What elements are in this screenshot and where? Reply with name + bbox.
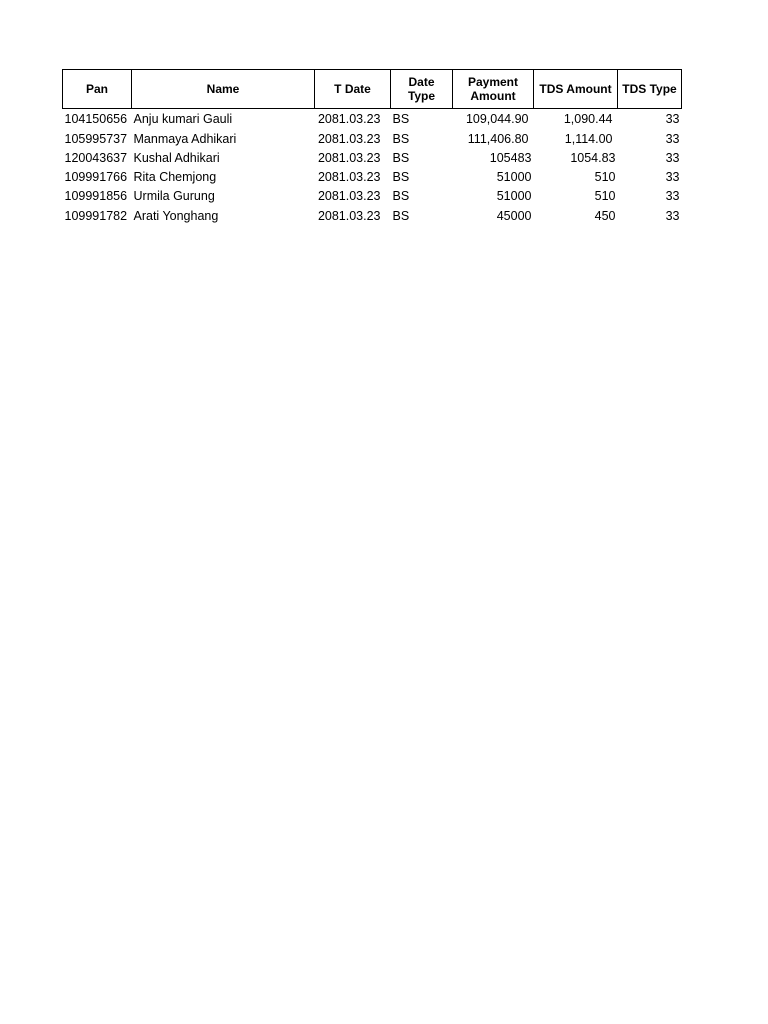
cell-t-date: 2081.03.23 bbox=[317, 170, 381, 185]
table-body bbox=[63, 109, 682, 225]
cell-pan: 109991782 bbox=[64, 208, 128, 223]
table-row bbox=[63, 186, 682, 205]
table-row bbox=[63, 205, 682, 224]
cell-date-type: BS bbox=[392, 150, 410, 165]
cell-tds-type: 33 bbox=[665, 170, 680, 185]
cell-date-type: BS bbox=[392, 189, 410, 204]
cell-name: Arati Yonghang bbox=[133, 208, 219, 223]
cell-name: Anju kumari Gauli bbox=[133, 112, 233, 127]
cell-t-date: 2081.03.23 bbox=[317, 150, 381, 165]
table-row bbox=[63, 128, 682, 147]
table-row bbox=[63, 109, 682, 129]
cell-t-date: 2081.03.23 bbox=[317, 208, 381, 223]
cell-payment-amount: 51000 bbox=[496, 170, 532, 185]
cell-payment-amount: 111,406.80 bbox=[467, 131, 529, 146]
cell-tds-type: 33 bbox=[665, 150, 680, 165]
cell-name: Rita Chemjong bbox=[133, 170, 217, 185]
cell-date-type: BS bbox=[392, 112, 410, 127]
cell-tds-type: 33 bbox=[665, 131, 680, 146]
cell-t-date: 2081.03.23 bbox=[317, 112, 381, 127]
cell-payment-amount: 105483 bbox=[489, 150, 532, 165]
header-name: Name bbox=[132, 70, 315, 109]
header-pan: Pan bbox=[63, 70, 132, 109]
cell-tds-amount: 1054.83 bbox=[570, 150, 616, 165]
cell-tds-amount: 1,114.00 bbox=[564, 131, 613, 146]
cell-date-type: BS bbox=[392, 131, 410, 146]
cell-tds-amount: 450 bbox=[594, 208, 616, 223]
cell-pan: 109991856 bbox=[64, 189, 128, 204]
cell-name: Manmaya Adhikari bbox=[133, 131, 237, 146]
header-date-type: Date Type bbox=[391, 70, 453, 109]
table-header bbox=[63, 70, 682, 109]
cell-tds-amount: 1,090.44 bbox=[563, 112, 613, 127]
cell-pan: 120043637 bbox=[64, 150, 128, 165]
tds-table bbox=[62, 69, 682, 225]
cell-t-date: 2081.03.23 bbox=[317, 131, 381, 146]
cell-payment-amount: 51000 bbox=[496, 189, 532, 204]
cell-pan: 105995737 bbox=[64, 131, 128, 146]
cell-pan: 109991766 bbox=[64, 170, 128, 185]
table-row bbox=[63, 148, 682, 167]
cell-date-type: BS bbox=[392, 208, 410, 223]
cell-tds-type: 33 bbox=[665, 112, 680, 127]
header-tds-type: TDS Type bbox=[618, 70, 682, 109]
cell-tds-amount: 510 bbox=[594, 189, 616, 204]
header-payment-amount: Payment Amount bbox=[453, 70, 534, 109]
cell-payment-amount: 109,044.90 bbox=[465, 112, 529, 127]
cell-name: Kushal Adhikari bbox=[133, 150, 220, 165]
cell-date-type: BS bbox=[392, 170, 410, 185]
header-tds-amount: TDS Amount bbox=[534, 70, 618, 109]
header-row bbox=[63, 70, 682, 109]
cell-payment-amount: 45000 bbox=[496, 208, 532, 223]
cell-pan: 104150656 bbox=[64, 112, 128, 127]
cell-tds-type: 33 bbox=[665, 208, 680, 223]
tds-sheet bbox=[62, 69, 681, 225]
header-t-date: T Date bbox=[315, 70, 391, 109]
cell-tds-amount: 510 bbox=[594, 170, 616, 185]
cell-tds-type: 33 bbox=[665, 189, 680, 204]
cell-name: Urmila Gurung bbox=[133, 189, 215, 204]
cell-t-date: 2081.03.23 bbox=[317, 189, 381, 204]
table-row bbox=[63, 167, 682, 186]
